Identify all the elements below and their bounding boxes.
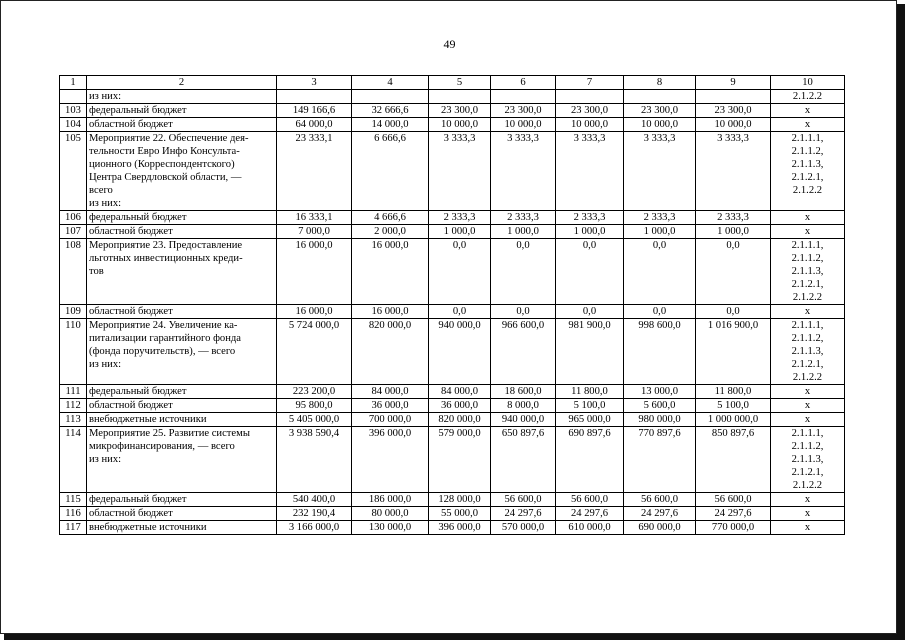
table-row bbox=[60, 507, 845, 521]
amount-cell: 690 000,0 bbox=[624, 521, 696, 535]
page-shadow-right bbox=[897, 4, 905, 640]
amount-cell: 610 000,0 bbox=[556, 521, 624, 535]
amount-cell: 24 297,6 bbox=[491, 507, 556, 521]
row-name: федеральный бюджет bbox=[87, 211, 277, 225]
row-number bbox=[60, 90, 87, 104]
amount-cell: 130 000,0 bbox=[352, 521, 429, 535]
amount-cell: 23 300,0 bbox=[491, 104, 556, 118]
amount-cell: 5 600,0 bbox=[624, 399, 696, 413]
column-header: 3 bbox=[277, 76, 352, 90]
amount-cell: 2 333,3 bbox=[429, 211, 491, 225]
table-row bbox=[60, 225, 845, 239]
target-code: х bbox=[771, 493, 845, 507]
row-number: 104 bbox=[60, 118, 87, 132]
row-number: 110 bbox=[60, 319, 87, 385]
row-name: Мероприятие 22. Обеспечение дея- тельности Евро Инфо Консульта- ционного (Корреспондентского) Центра Свердловской области, — всего из них: bbox=[87, 132, 277, 211]
amount-cell bbox=[556, 90, 624, 104]
target-code: 2.1.2.2 bbox=[771, 90, 845, 104]
row-number: 111 bbox=[60, 385, 87, 399]
amount-cell: 23 333,1 bbox=[277, 132, 352, 211]
page-shadow-bottom bbox=[4, 634, 905, 640]
table-row bbox=[60, 427, 845, 493]
table-row bbox=[60, 118, 845, 132]
amount-cell bbox=[429, 90, 491, 104]
amount-cell: 5 100,0 bbox=[556, 399, 624, 413]
amount-cell: 11 800,0 bbox=[696, 385, 771, 399]
amount-cell: 1 000 000,0 bbox=[696, 413, 771, 427]
target-code: х bbox=[771, 413, 845, 427]
row-name: областной бюджет bbox=[87, 305, 277, 319]
amount-cell: 95 800,0 bbox=[277, 399, 352, 413]
amount-cell bbox=[624, 90, 696, 104]
column-header: 10 bbox=[771, 76, 845, 90]
row-name: внебюджетные источники bbox=[87, 413, 277, 427]
amount-cell: 770 897,6 bbox=[624, 427, 696, 493]
amount-cell: 56 600,0 bbox=[696, 493, 771, 507]
row-name: из них: bbox=[87, 90, 277, 104]
row-name: областной бюджет bbox=[87, 507, 277, 521]
amount-cell: 10 000,0 bbox=[556, 118, 624, 132]
amount-cell: 6 666,6 bbox=[352, 132, 429, 211]
amount-cell: 7 000,0 bbox=[277, 225, 352, 239]
amount-cell: 32 666,6 bbox=[352, 104, 429, 118]
amount-cell: 5 724 000,0 bbox=[277, 319, 352, 385]
amount-cell: 232 190,4 bbox=[277, 507, 352, 521]
amount-cell bbox=[696, 90, 771, 104]
column-header: 7 bbox=[556, 76, 624, 90]
amount-cell: 55 000,0 bbox=[429, 507, 491, 521]
row-number: 106 bbox=[60, 211, 87, 225]
column-header: 8 bbox=[624, 76, 696, 90]
column-header: 4 bbox=[352, 76, 429, 90]
amount-cell: 998 600,0 bbox=[624, 319, 696, 385]
table-row bbox=[60, 521, 845, 535]
amount-cell: 0,0 bbox=[696, 239, 771, 305]
amount-cell: 11 800,0 bbox=[556, 385, 624, 399]
amount-cell: 8 000,0 bbox=[491, 399, 556, 413]
amount-cell: 24 297,6 bbox=[556, 507, 624, 521]
target-code: х bbox=[771, 507, 845, 521]
row-name: федеральный бюджет bbox=[87, 385, 277, 399]
column-header: 6 bbox=[491, 76, 556, 90]
column-header: 9 bbox=[696, 76, 771, 90]
amount-cell: 540 400,0 bbox=[277, 493, 352, 507]
table-row bbox=[60, 104, 845, 118]
amount-cell: 16 000,0 bbox=[352, 239, 429, 305]
target-code: х bbox=[771, 104, 845, 118]
amount-cell: 820 000,0 bbox=[429, 413, 491, 427]
target-code: х bbox=[771, 225, 845, 239]
amount-cell: 56 600,0 bbox=[556, 493, 624, 507]
amount-cell: 0,0 bbox=[624, 239, 696, 305]
amount-cell: 16 333,1 bbox=[277, 211, 352, 225]
amount-cell: 5 405 000,0 bbox=[277, 413, 352, 427]
amount-cell: 966 600,0 bbox=[491, 319, 556, 385]
amount-cell: 3 333,3 bbox=[491, 132, 556, 211]
amount-cell: 3 333,3 bbox=[556, 132, 624, 211]
table-row bbox=[60, 493, 845, 507]
amount-cell: 0,0 bbox=[624, 305, 696, 319]
amount-cell: 10 000,0 bbox=[624, 118, 696, 132]
amount-cell: 3 333,3 bbox=[624, 132, 696, 211]
row-name: областной бюджет bbox=[87, 399, 277, 413]
amount-cell: 700 000,0 bbox=[352, 413, 429, 427]
column-header: 1 bbox=[60, 76, 87, 90]
row-name: областной бюджет bbox=[87, 225, 277, 239]
table-row bbox=[60, 239, 845, 305]
amount-cell: 223 200,0 bbox=[277, 385, 352, 399]
amount-cell: 80 000,0 bbox=[352, 507, 429, 521]
amount-cell: 3 938 590,4 bbox=[277, 427, 352, 493]
amount-cell: 1 000,0 bbox=[696, 225, 771, 239]
target-code: х bbox=[771, 118, 845, 132]
row-number: 116 bbox=[60, 507, 87, 521]
amount-cell: 16 000,0 bbox=[277, 239, 352, 305]
amount-cell: 23 300,0 bbox=[556, 104, 624, 118]
amount-cell: 940 000,0 bbox=[429, 319, 491, 385]
amount-cell: 24 297,6 bbox=[624, 507, 696, 521]
amount-cell: 570 000,0 bbox=[491, 521, 556, 535]
amount-cell: 980 000,0 bbox=[624, 413, 696, 427]
row-number: 105 bbox=[60, 132, 87, 211]
column-number-row bbox=[60, 76, 845, 90]
amount-cell: 5 100,0 bbox=[696, 399, 771, 413]
amount-cell: 16 000,0 bbox=[277, 305, 352, 319]
target-code: х bbox=[771, 305, 845, 319]
amount-cell: 0,0 bbox=[556, 239, 624, 305]
amount-cell: 24 297,6 bbox=[696, 507, 771, 521]
amount-cell: 770 000,0 bbox=[696, 521, 771, 535]
target-code: х bbox=[771, 211, 845, 225]
table-row bbox=[60, 413, 845, 427]
amount-cell: 2 333,3 bbox=[696, 211, 771, 225]
amount-cell: 1 000,0 bbox=[624, 225, 696, 239]
row-name: внебюджетные источники bbox=[87, 521, 277, 535]
table-row bbox=[60, 211, 845, 225]
table-row bbox=[60, 305, 845, 319]
amount-cell: 850 897,6 bbox=[696, 427, 771, 493]
amount-cell: 0,0 bbox=[429, 239, 491, 305]
column-header: 2 bbox=[87, 76, 277, 90]
table-row bbox=[60, 399, 845, 413]
row-name: Мероприятие 24. Увеличение ка- питализации гарантийного фонда (фонда поручительств), — всего из них: bbox=[87, 319, 277, 385]
target-code: 2.1.1.1, 2.1.1.2, 2.1.1.3, 2.1.2.1, 2.1.2.2 bbox=[771, 239, 845, 305]
amount-cell: 3 333,3 bbox=[429, 132, 491, 211]
row-number: 107 bbox=[60, 225, 87, 239]
row-number: 113 bbox=[60, 413, 87, 427]
amount-cell bbox=[352, 90, 429, 104]
amount-cell: 981 900,0 bbox=[556, 319, 624, 385]
amount-cell: 940 000,0 bbox=[491, 413, 556, 427]
amount-cell: 84 000,0 bbox=[352, 385, 429, 399]
target-code: х bbox=[771, 399, 845, 413]
amount-cell: 0,0 bbox=[491, 305, 556, 319]
row-number: 109 bbox=[60, 305, 87, 319]
row-number: 117 bbox=[60, 521, 87, 535]
amount-cell bbox=[277, 90, 352, 104]
target-code: х bbox=[771, 385, 845, 399]
target-code: 2.1.1.1, 2.1.1.2, 2.1.1.3, 2.1.2.1, 2.1.2.2 bbox=[771, 319, 845, 385]
amount-cell: 13 000,0 bbox=[624, 385, 696, 399]
row-name: Мероприятие 25. Развитие системы микрофинансирования, — всего из них: bbox=[87, 427, 277, 493]
amount-cell: 690 897,6 bbox=[556, 427, 624, 493]
amount-cell: 396 000,0 bbox=[429, 521, 491, 535]
amount-cell: 16 000,0 bbox=[352, 305, 429, 319]
amount-cell: 56 600,0 bbox=[624, 493, 696, 507]
amount-cell: 1 016 900,0 bbox=[696, 319, 771, 385]
amount-cell bbox=[491, 90, 556, 104]
amount-cell: 0,0 bbox=[491, 239, 556, 305]
row-number: 112 bbox=[60, 399, 87, 413]
amount-cell: 84 000,0 bbox=[429, 385, 491, 399]
amount-cell: 3 166 000,0 bbox=[277, 521, 352, 535]
amount-cell: 18 600,0 bbox=[491, 385, 556, 399]
amount-cell: 0,0 bbox=[696, 305, 771, 319]
amount-cell: 396 000,0 bbox=[352, 427, 429, 493]
amount-cell: 1 000,0 bbox=[429, 225, 491, 239]
amount-cell: 820 000,0 bbox=[352, 319, 429, 385]
amount-cell: 14 000,0 bbox=[352, 118, 429, 132]
row-name: областной бюджет bbox=[87, 118, 277, 132]
table-row bbox=[60, 132, 845, 211]
column-header: 5 bbox=[429, 76, 491, 90]
table-row bbox=[60, 90, 845, 104]
amount-cell: 10 000,0 bbox=[491, 118, 556, 132]
row-number: 115 bbox=[60, 493, 87, 507]
amount-cell: 0,0 bbox=[429, 305, 491, 319]
amount-cell: 2 333,3 bbox=[556, 211, 624, 225]
amount-cell: 23 300,0 bbox=[429, 104, 491, 118]
table-row bbox=[60, 385, 845, 399]
amount-cell: 36 000,0 bbox=[429, 399, 491, 413]
amount-cell: 186 000,0 bbox=[352, 493, 429, 507]
amount-cell: 10 000,0 bbox=[429, 118, 491, 132]
funding-table bbox=[59, 75, 845, 535]
row-name: Мероприятие 23. Предоставление льготных инвестиционных креди- тов bbox=[87, 239, 277, 305]
amount-cell: 4 666,6 bbox=[352, 211, 429, 225]
row-number: 114 bbox=[60, 427, 87, 493]
row-name: федеральный бюджет bbox=[87, 493, 277, 507]
amount-cell: 56 600,0 bbox=[491, 493, 556, 507]
amount-cell: 36 000,0 bbox=[352, 399, 429, 413]
amount-cell: 2 333,3 bbox=[624, 211, 696, 225]
amount-cell: 10 000,0 bbox=[696, 118, 771, 132]
row-number: 103 bbox=[60, 104, 87, 118]
row-number: 108 bbox=[60, 239, 87, 305]
row-name: федеральный бюджет bbox=[87, 104, 277, 118]
page-number: 49 bbox=[443, 37, 456, 51]
amount-cell: 1 000,0 bbox=[556, 225, 624, 239]
amount-cell: 650 897,6 bbox=[491, 427, 556, 493]
amount-cell: 3 333,3 bbox=[696, 132, 771, 211]
table-row bbox=[60, 319, 845, 385]
amount-cell: 579 000,0 bbox=[429, 427, 491, 493]
amount-cell: 0,0 bbox=[556, 305, 624, 319]
amount-cell: 149 166,6 bbox=[277, 104, 352, 118]
target-code: х bbox=[771, 521, 845, 535]
amount-cell: 128 000,0 bbox=[429, 493, 491, 507]
amount-cell: 23 300,0 bbox=[696, 104, 771, 118]
amount-cell: 2 000,0 bbox=[352, 225, 429, 239]
amount-cell: 965 000,0 bbox=[556, 413, 624, 427]
amount-cell: 23 300,0 bbox=[624, 104, 696, 118]
amount-cell: 64 000,0 bbox=[277, 118, 352, 132]
amount-cell: 1 000,0 bbox=[491, 225, 556, 239]
target-code: 2.1.1.1, 2.1.1.2, 2.1.1.3, 2.1.2.1, 2.1.2.2 bbox=[771, 132, 845, 211]
target-code: 2.1.1.1, 2.1.1.2, 2.1.1.3, 2.1.2.1, 2.1.2.2 bbox=[771, 427, 845, 493]
amount-cell: 2 333,3 bbox=[491, 211, 556, 225]
